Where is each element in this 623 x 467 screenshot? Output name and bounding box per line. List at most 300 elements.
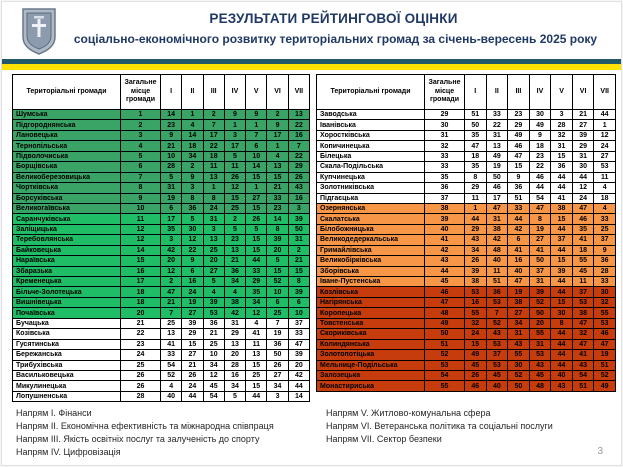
direction-rank-cell: 19: [508, 287, 530, 297]
legend-line-7: Напрям VII. Сектор безпеки: [326, 434, 442, 445]
direction-rank-cell: 29: [465, 183, 487, 193]
direction-rank-cell: 26: [224, 172, 245, 182]
direction-rank-cell: 6: [161, 203, 182, 213]
direction-rank-cell: 46: [465, 381, 487, 391]
direction-rank-cell: 15: [551, 214, 573, 224]
table-row: [13, 120, 310, 130]
column-header-direction: VII: [288, 75, 309, 110]
direction-rank-cell: 15: [246, 381, 267, 391]
direction-rank-cell: 46: [572, 214, 594, 224]
community-name-cell: Васильковецька: [13, 370, 121, 380]
direction-rank-cell: 40: [161, 391, 182, 401]
header-row: [13, 75, 310, 110]
direction-rank-cell: 8: [203, 193, 224, 203]
overall-place-cell: 47: [425, 297, 465, 307]
direction-rank-cell: 12: [594, 130, 616, 140]
direction-rank-cell: 39: [288, 287, 309, 297]
direction-rank-cell: 25: [224, 203, 245, 213]
direction-rank-cell: 54: [572, 370, 594, 380]
direction-rank-cell: 5: [161, 172, 182, 182]
column-header-communities: Територіальні громади: [317, 75, 425, 110]
overall-place-cell: 33: [425, 162, 465, 172]
direction-rank-cell: 7: [203, 120, 224, 130]
direction-rank-cell: 34: [182, 151, 203, 161]
column-header-direction: II: [182, 75, 203, 110]
direction-rank-cell: 37: [288, 318, 309, 328]
direction-rank-cell: 36: [551, 162, 573, 172]
table-row: [317, 287, 616, 297]
direction-rank-cell: 35: [246, 287, 267, 297]
community-name-cell: Нараївська: [13, 256, 121, 266]
direction-rank-cell: 19: [486, 162, 508, 172]
overall-place-cell: 52: [425, 350, 465, 360]
direction-rank-cell: 36: [594, 256, 616, 266]
direction-rank-cell: 27: [267, 370, 288, 380]
direction-rank-cell: 22: [203, 141, 224, 151]
overall-place-cell: 22: [121, 329, 161, 339]
direction-rank-cell: 44: [508, 214, 530, 224]
direction-rank-cell: 34: [224, 277, 245, 287]
table-row: [317, 110, 616, 120]
direction-rank-cell: 44: [529, 183, 551, 193]
direction-rank-cell: 12: [182, 235, 203, 245]
direction-rank-cell: 33: [246, 266, 267, 276]
direction-rank-cell: 5: [224, 391, 245, 401]
left-ranking-table: [12, 74, 310, 402]
table-row: [13, 308, 310, 318]
direction-rank-cell: 33: [486, 110, 508, 120]
direction-rank-cell: 3: [267, 391, 288, 401]
overall-place-cell: 17: [121, 277, 161, 287]
legend-directions-5-7: [326, 407, 553, 446]
overall-place-cell: 54: [425, 370, 465, 380]
direction-rank-cell: 10: [267, 287, 288, 297]
direction-rank-cell: 22: [486, 120, 508, 130]
title-rest: РЕЙТИНГОВОЇ ОЦІНКИ: [297, 11, 458, 26]
direction-rank-cell: 3: [182, 183, 203, 193]
direction-rank-cell: 12: [224, 183, 245, 193]
direction-rank-cell: 6: [508, 235, 530, 245]
direction-rank-cell: 29: [182, 329, 203, 339]
direction-rank-cell: 30: [551, 308, 573, 318]
direction-rank-cell: 15: [508, 162, 530, 172]
direction-rank-cell: 9: [267, 120, 288, 130]
direction-rank-cell: 15: [224, 193, 245, 203]
direction-rank-cell: 10: [288, 308, 309, 318]
direction-rank-cell: 4: [182, 120, 203, 130]
overall-place-cell: 45: [425, 277, 465, 287]
direction-rank-cell: 9: [182, 172, 203, 182]
direction-rank-cell: 32: [465, 318, 487, 328]
direction-rank-cell: 9: [246, 110, 267, 120]
direction-rank-cell: 29: [572, 141, 594, 151]
direction-rank-cell: 37: [594, 235, 616, 245]
direction-rank-cell: 50: [508, 381, 530, 391]
overall-place-cell: 8: [121, 183, 161, 193]
community-name-cell: Скала-Подільська: [317, 162, 425, 172]
direction-rank-cell: 38: [224, 297, 245, 307]
direction-rank-cell: 18: [594, 193, 616, 203]
direction-rank-cell: 23: [224, 235, 245, 245]
table-row: [317, 245, 616, 255]
direction-rank-cell: 43: [486, 329, 508, 339]
direction-rank-cell: 43: [529, 360, 551, 370]
overall-place-cell: 7: [121, 172, 161, 182]
community-name-cell: Козівська: [13, 329, 121, 339]
direction-rank-cell: 38: [508, 297, 530, 307]
direction-rank-cell: 35: [572, 224, 594, 234]
direction-rank-cell: 51: [572, 381, 594, 391]
direction-rank-cell: 37: [486, 350, 508, 360]
community-name-cell: Байковецька: [13, 245, 121, 255]
direction-rank-cell: 44: [551, 224, 573, 234]
table-row: [13, 287, 310, 297]
direction-rank-cell: 4: [224, 287, 245, 297]
legend-directions-1-4: [16, 407, 274, 460]
column-header-direction: I: [161, 75, 182, 110]
overall-place-cell: 5: [121, 151, 161, 161]
direction-rank-cell: 44: [551, 245, 573, 255]
direction-rank-cell: 20: [288, 360, 309, 370]
direction-rank-cell: 50: [486, 172, 508, 182]
direction-rank-cell: 34: [267, 381, 288, 391]
table-row: [13, 162, 310, 172]
direction-rank-cell: 6: [246, 141, 267, 151]
direction-rank-cell: 9: [161, 130, 182, 140]
direction-rank-cell: 15: [288, 266, 309, 276]
direction-rank-cell: 45: [529, 370, 551, 380]
direction-rank-cell: 30: [508, 360, 530, 370]
column-header-direction: I: [465, 75, 487, 110]
overall-place-cell: 39: [425, 214, 465, 224]
direction-rank-cell: 45: [203, 381, 224, 391]
direction-rank-cell: 3: [288, 203, 309, 213]
direction-rank-cell: 15: [551, 256, 573, 266]
table-row: [317, 162, 616, 172]
direction-rank-cell: 47: [508, 151, 530, 161]
direction-rank-cell: 47: [288, 339, 309, 349]
direction-rank-cell: 36: [486, 287, 508, 297]
table-row: [317, 297, 616, 307]
direction-rank-cell: 9: [529, 130, 551, 140]
community-name-cell: Товстенська: [317, 318, 425, 328]
direction-rank-cell: 8: [529, 214, 551, 224]
overall-place-cell: 38: [425, 203, 465, 213]
direction-rank-cell: 39: [288, 350, 309, 360]
direction-rank-cell: 28: [224, 360, 245, 370]
direction-rank-cell: 54: [529, 193, 551, 203]
direction-rank-cell: 26: [465, 256, 487, 266]
overall-place-cell: 46: [425, 287, 465, 297]
direction-rank-cell: 11: [486, 266, 508, 276]
legend-line-5: Напрям V. Житлово-комунальна сфера: [326, 408, 491, 418]
direction-rank-cell: 31: [508, 329, 530, 339]
direction-rank-cell: 27: [182, 350, 203, 360]
table-row: [317, 256, 616, 266]
direction-rank-cell: 41: [508, 245, 530, 255]
direction-rank-cell: 21: [182, 360, 203, 370]
direction-rank-cell: 24: [465, 329, 487, 339]
direction-rank-cell: 55: [529, 329, 551, 339]
direction-rank-cell: 15: [551, 151, 573, 161]
direction-rank-cell: 41: [551, 193, 573, 203]
community-name-cell: Микулинецька: [13, 381, 121, 391]
table-row: [13, 130, 310, 140]
direction-rank-cell: 53: [594, 162, 616, 172]
direction-rank-cell: 16: [182, 277, 203, 287]
direction-rank-cell: 48: [529, 381, 551, 391]
direction-rank-cell: 26: [182, 370, 203, 380]
table-row: [317, 235, 616, 245]
community-name-cell: Мельнице-Подільська: [317, 360, 425, 370]
table-row: [13, 151, 310, 161]
table-row: [317, 141, 616, 151]
direction-rank-cell: 25: [246, 370, 267, 380]
community-name-cell: Підгаєцька: [317, 193, 425, 203]
direction-rank-cell: 45: [486, 370, 508, 380]
direction-rank-cell: 50: [267, 350, 288, 360]
column-header-overall-place: Загальне місце громади: [425, 75, 465, 110]
direction-rank-cell: 33: [594, 214, 616, 224]
direction-rank-cell: 21: [572, 110, 594, 120]
direction-rank-cell: 46: [508, 141, 530, 151]
direction-rank-cell: 21: [161, 141, 182, 151]
direction-rank-cell: 54: [203, 391, 224, 401]
direction-rank-cell: 5: [246, 224, 267, 234]
direction-rank-cell: 55: [508, 350, 530, 360]
table-row: [13, 183, 310, 193]
overall-place-cell: 31: [425, 130, 465, 140]
direction-rank-cell: 24: [182, 287, 203, 297]
direction-rank-cell: 16: [508, 256, 530, 266]
table-row: [317, 183, 616, 193]
direction-rank-cell: 47: [572, 318, 594, 328]
direction-rank-cell: 20: [529, 318, 551, 328]
direction-rank-cell: 5: [203, 277, 224, 287]
direction-rank-cell: 50: [529, 256, 551, 266]
direction-rank-cell: 39: [572, 130, 594, 140]
column-header-communities: Територіальні громади: [13, 75, 121, 110]
direction-rank-cell: 43: [465, 235, 487, 245]
direction-rank-cell: 11: [572, 277, 594, 287]
direction-rank-cell: 39: [182, 318, 203, 328]
direction-rank-cell: 52: [594, 370, 616, 380]
overall-place-cell: 44: [425, 266, 465, 276]
direction-rank-cell: 42: [486, 235, 508, 245]
overall-place-cell: 24: [121, 350, 161, 360]
community-name-cell: Скалатська: [317, 214, 425, 224]
direction-rank-cell: 39: [551, 266, 573, 276]
direction-rank-cell: 15: [246, 172, 267, 182]
community-name-cell: Залозецька: [317, 370, 425, 380]
direction-rank-cell: 13: [246, 350, 267, 360]
direction-rank-cell: 35: [465, 130, 487, 140]
table-row: [317, 130, 616, 140]
overall-place-cell: 4: [121, 141, 161, 151]
direction-rank-cell: 30: [572, 162, 594, 172]
direction-rank-cell: 23: [161, 120, 182, 130]
community-name-cell: Кременецька: [13, 277, 121, 287]
direction-rank-cell: 31: [288, 235, 309, 245]
direction-rank-cell: 15: [182, 339, 203, 349]
direction-rank-cell: 15: [267, 266, 288, 276]
direction-rank-cell: 21: [224, 256, 245, 266]
direction-rank-cell: 21: [288, 256, 309, 266]
direction-rank-cell: 44: [551, 360, 573, 370]
direction-rank-cell: 4: [267, 151, 288, 161]
direction-rank-cell: 55: [572, 256, 594, 266]
direction-rank-cell: 12: [246, 308, 267, 318]
overall-place-cell: 37: [425, 193, 465, 203]
direction-rank-cell: 9: [182, 256, 203, 266]
legend-line-6: Напрям VI. Ветеранська політика та соціальні послуги: [326, 421, 553, 432]
direction-rank-cell: 13: [486, 141, 508, 151]
direction-rank-cell: 35: [465, 162, 487, 172]
overall-place-cell: 9: [121, 193, 161, 203]
overall-place-cell: 21: [121, 318, 161, 328]
direction-rank-cell: 39: [203, 297, 224, 307]
direction-rank-cell: 29: [224, 329, 245, 339]
direction-rank-cell: 36: [224, 266, 245, 276]
direction-rank-cell: 37: [572, 287, 594, 297]
direction-rank-cell: 43: [551, 381, 573, 391]
overall-place-cell: 48: [425, 308, 465, 318]
direction-rank-cell: 49: [465, 350, 487, 360]
direction-rank-cell: 41: [161, 339, 182, 349]
direction-rank-cell: 50: [529, 308, 551, 318]
table-row: [13, 339, 310, 349]
direction-rank-cell: 27: [594, 151, 616, 161]
direction-rank-cell: 20: [224, 350, 245, 360]
overall-place-cell: 1: [121, 110, 161, 120]
direction-rank-cell: 49: [508, 130, 530, 140]
direction-rank-cell: 33: [288, 329, 309, 339]
overall-place-cell: 40: [425, 224, 465, 234]
column-header-direction: IV: [224, 75, 245, 110]
column-header-direction: VI: [572, 75, 594, 110]
direction-rank-cell: 50: [465, 120, 487, 130]
direction-rank-cell: 5: [224, 224, 245, 234]
community-name-cell: Лопушненська: [13, 391, 121, 401]
direction-rank-cell: 44: [551, 183, 573, 193]
direction-rank-cell: 5: [224, 151, 245, 161]
table-row: [13, 203, 310, 213]
direction-rank-cell: 11: [594, 172, 616, 182]
direction-rank-cell: 44: [246, 256, 267, 266]
overall-place-cell: 30: [425, 120, 465, 130]
direction-rank-cell: 10: [246, 151, 267, 161]
direction-rank-cell: 47: [572, 203, 594, 213]
direction-rank-cell: 17: [203, 130, 224, 140]
overall-place-cell: 16: [121, 266, 161, 276]
page-number: 3: [597, 446, 603, 457]
direction-rank-cell: 44: [551, 277, 573, 287]
direction-rank-cell: 11: [203, 162, 224, 172]
direction-rank-cell: 24: [572, 193, 594, 203]
community-name-cell: Трибухівська: [13, 360, 121, 370]
direction-rank-cell: 38: [551, 203, 573, 213]
column-header-direction: V: [551, 75, 573, 110]
direction-rank-cell: 52: [161, 370, 182, 380]
community-name-cell: Великогаївська: [13, 203, 121, 213]
community-name-cell: Більче-Золотецька: [13, 287, 121, 297]
table-row: [317, 224, 616, 234]
community-name-cell: Бережанська: [13, 350, 121, 360]
community-name-cell: Теребовлянська: [13, 235, 121, 245]
direction-rank-cell: 39: [288, 214, 309, 224]
direction-rank-cell: 19: [161, 193, 182, 203]
table-row: [317, 360, 616, 370]
direction-rank-cell: 6: [182, 266, 203, 276]
community-name-cell: Гусятинська: [13, 339, 121, 349]
direction-rank-cell: 15: [465, 339, 487, 349]
direction-rank-cell: 17: [224, 141, 245, 151]
overall-place-cell: 15: [121, 256, 161, 266]
direction-rank-cell: 7: [246, 130, 267, 140]
direction-rank-cell: 13: [267, 162, 288, 172]
direction-rank-cell: 47: [486, 203, 508, 213]
direction-rank-cell: 33: [508, 203, 530, 213]
direction-rank-cell: 18: [529, 141, 551, 151]
overall-place-cell: 25: [121, 360, 161, 370]
direction-rank-cell: 8: [551, 318, 573, 328]
direction-rank-cell: 34: [508, 318, 530, 328]
title-emphasis: РЕЗУЛЬТАТИ: [209, 11, 298, 26]
direction-rank-cell: 31: [486, 214, 508, 224]
direction-rank-cell: 8: [267, 224, 288, 234]
direction-rank-cell: 6: [288, 297, 309, 307]
direction-rank-cell: 43: [572, 360, 594, 370]
table-row: [13, 245, 310, 255]
direction-rank-cell: 4: [203, 287, 224, 297]
direction-rank-cell: 16: [465, 297, 487, 307]
direction-rank-cell: 13: [203, 172, 224, 182]
community-name-cell: Борсуківська: [13, 193, 121, 203]
direction-rank-cell: 12: [572, 183, 594, 193]
direction-rank-cell: 3: [203, 224, 224, 234]
direction-rank-cell: 47: [529, 203, 551, 213]
direction-rank-cell: 31: [224, 318, 245, 328]
direction-rank-cell: 2: [161, 277, 182, 287]
direction-rank-cell: 31: [551, 141, 573, 151]
direction-rank-cell: 44: [551, 287, 573, 297]
direction-rank-cell: 45: [572, 266, 594, 276]
direction-rank-cell: 10: [203, 350, 224, 360]
overall-place-cell: 42: [425, 245, 465, 255]
overall-place-cell: 12: [121, 224, 161, 234]
direction-rank-cell: 53: [594, 318, 616, 328]
direction-rank-cell: 2: [224, 214, 245, 224]
direction-rank-cell: 47: [572, 339, 594, 349]
direction-rank-cell: 23: [267, 203, 288, 213]
table-row: [13, 329, 310, 339]
page-title: [62, 11, 605, 26]
direction-rank-cell: 26: [288, 172, 309, 182]
community-name-cell: Тернопільська: [13, 141, 121, 151]
community-name-cell: Саранчуківська: [13, 214, 121, 224]
community-name-cell: Лановецька: [13, 130, 121, 140]
direction-rank-cell: 53: [486, 360, 508, 370]
column-header-direction: III: [508, 75, 530, 110]
direction-rank-cell: 49: [594, 381, 616, 391]
direction-rank-cell: 18: [182, 141, 203, 151]
direction-rank-cell: 27: [508, 308, 530, 318]
direction-rank-cell: 40: [486, 256, 508, 266]
overall-place-cell: 18: [121, 287, 161, 297]
direction-rank-cell: 21: [203, 329, 224, 339]
direction-rank-cell: 52: [508, 370, 530, 380]
direction-rank-cell: 1: [203, 183, 224, 193]
